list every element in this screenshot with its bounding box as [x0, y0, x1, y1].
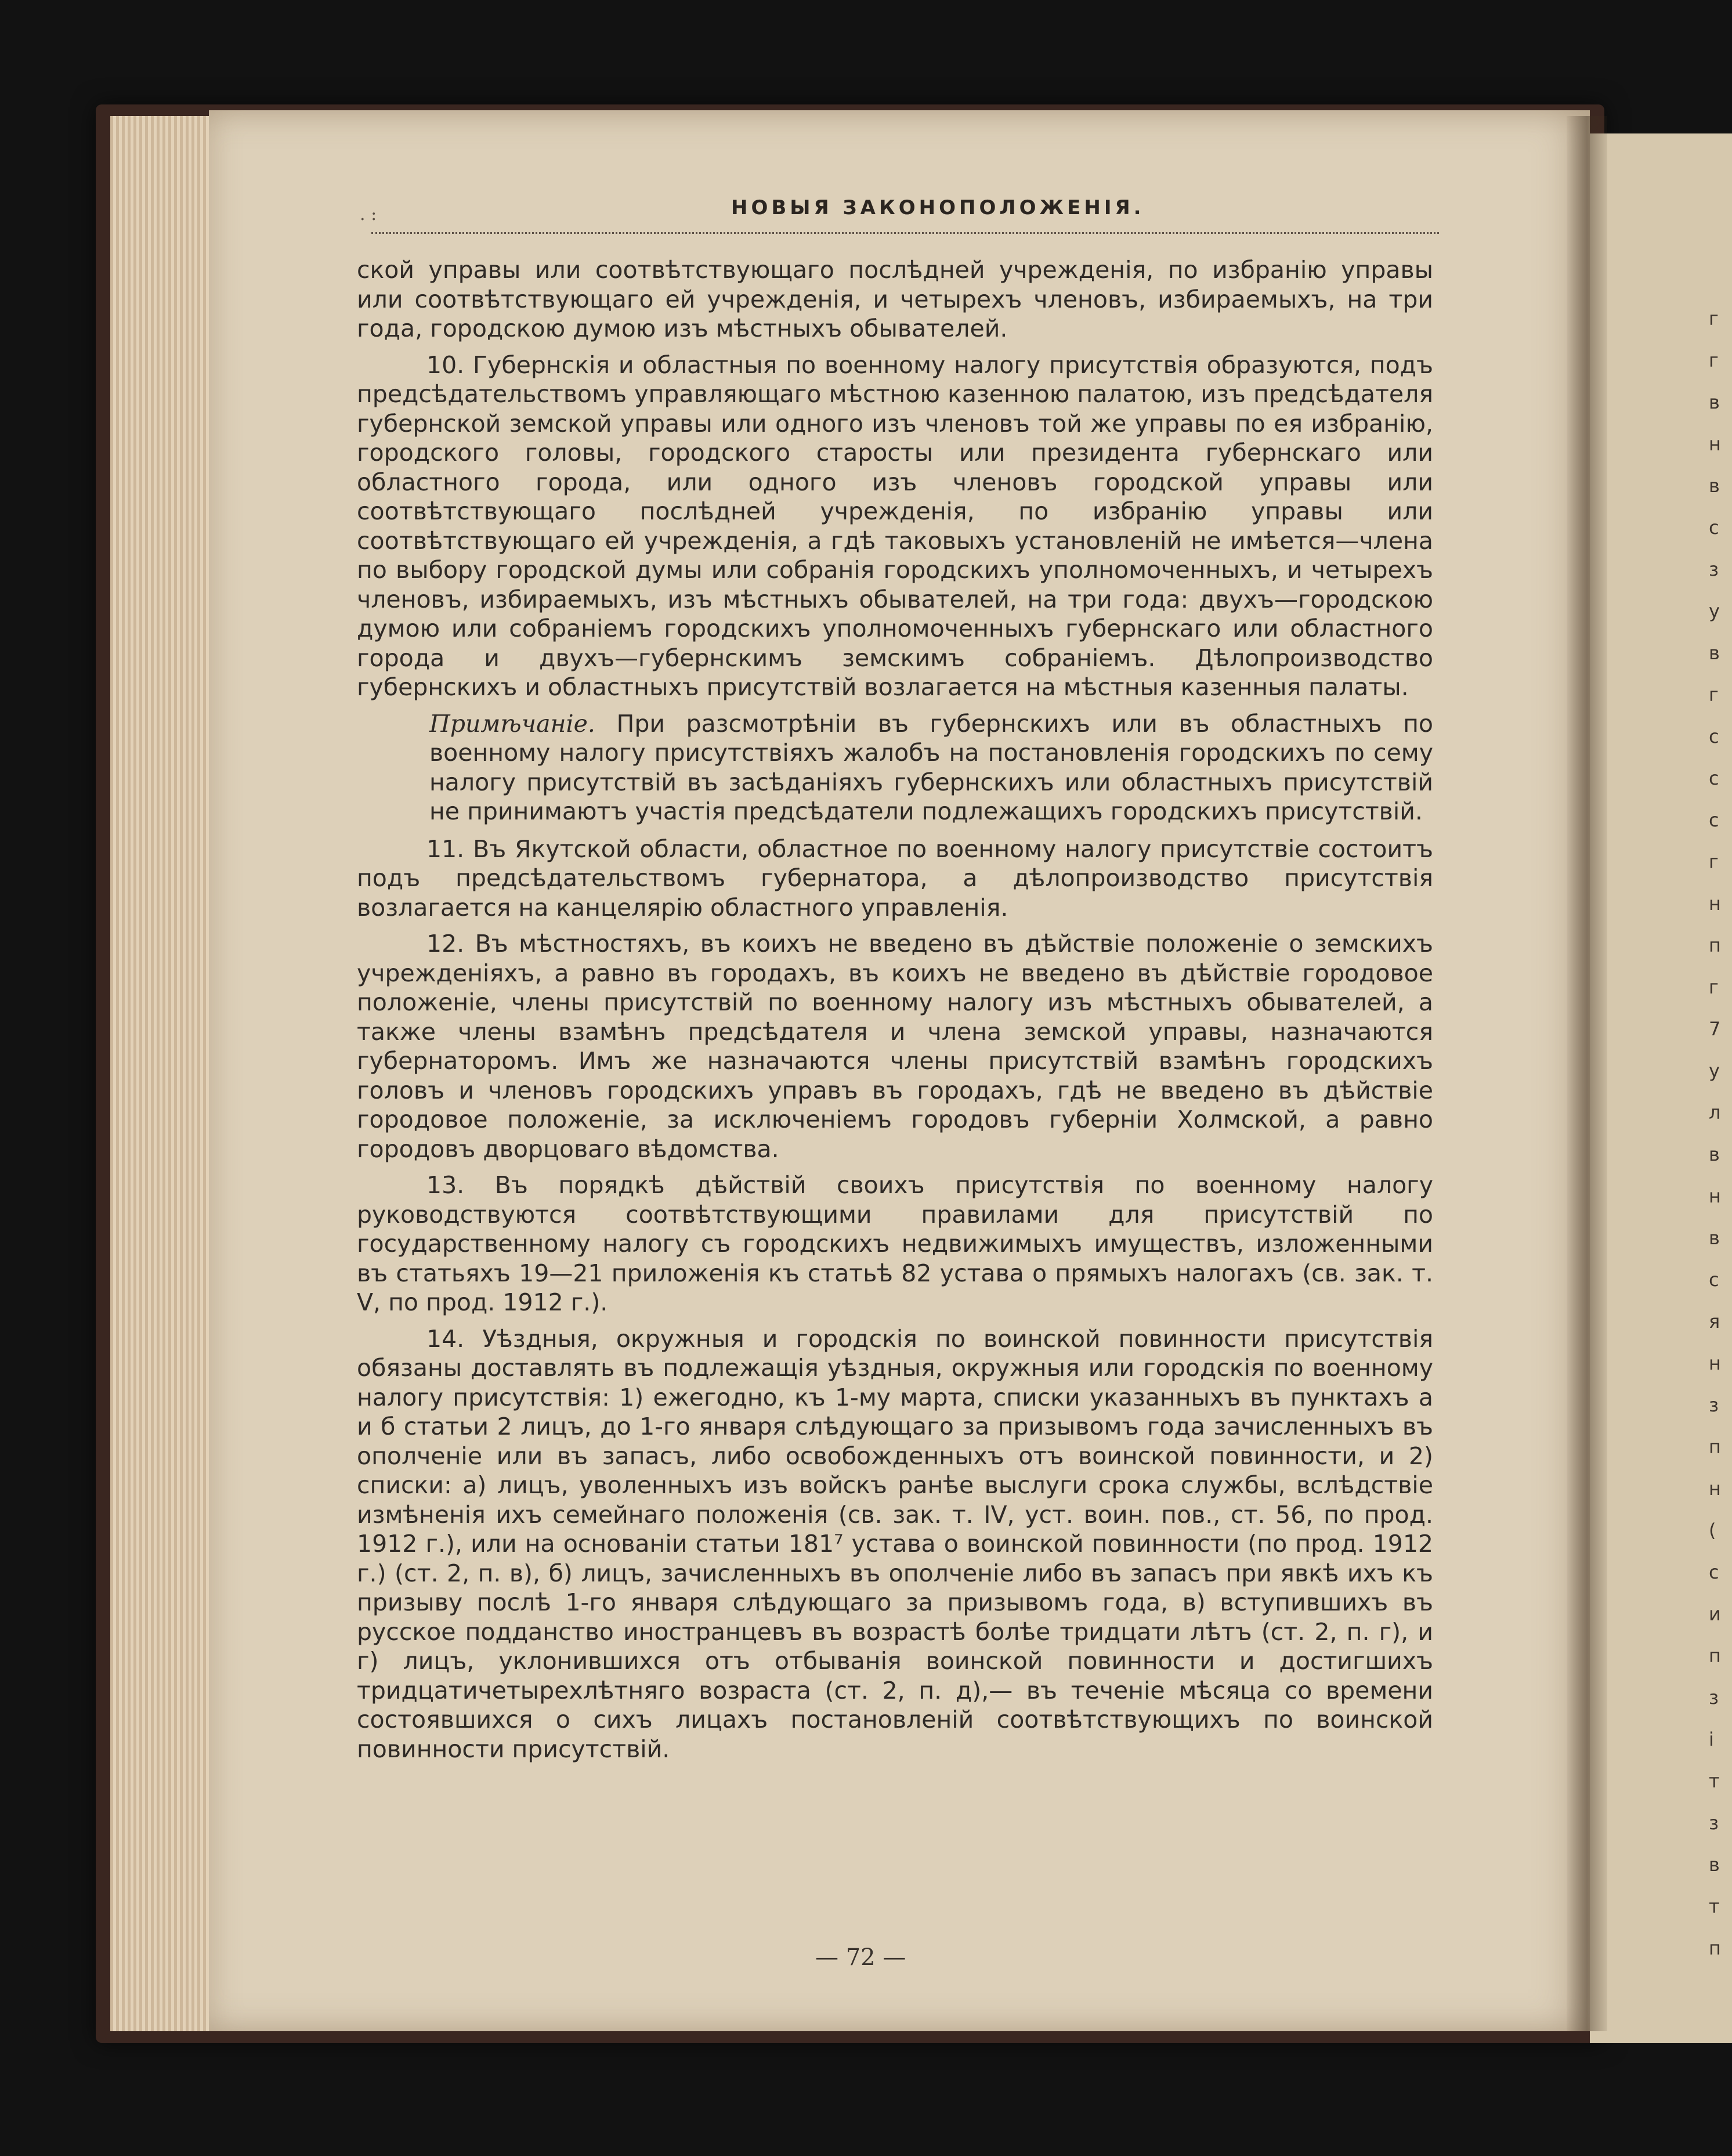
facing-page-letter: с [1709, 1561, 1719, 1583]
facing-page-letter: н [1709, 433, 1721, 455]
facing-page-letter: с [1709, 809, 1719, 831]
facing-page-letter: т [1709, 1895, 1720, 1917]
facing-page-letter: ( [1709, 1519, 1716, 1541]
facing-page-letter: з [1709, 558, 1719, 580]
article-12: 12. Въ мѣстностяхъ, въ коихъ не введено въ дѣйствіе положеніе о земскихъ учрежденіяхъ, а равно въ городахъ, въ коихъ не введено въ дѣйствіе городовое положеніе, члены присутствій по военному налогу изъ мѣстныхъ обывателей, а также члены взамѣнъ предсѣдателя и члена земской управы, назначаются губернаторомъ. Имъ же назначаются члены присутствій взамѣнъ городскихъ головъ и членовъ городскихъ управъ въ городахъ, гдѣ не введено въ дѣйствіе городовое положеніе, за исключеніемъ городовъ губерніи Холмской, а равно городовъ дворцоваго вѣдомства. [357, 930, 1433, 1163]
facing-page-letter: в [1709, 475, 1720, 497]
facing-page-letter: г [1709, 308, 1719, 330]
facing-page-letter: п [1709, 1937, 1721, 1959]
book-gutter [1567, 116, 1607, 2031]
facing-page-letter: п [1709, 1645, 1721, 1667]
facing-page-letter: г [1709, 349, 1719, 371]
facing-page-letter: и [1709, 1603, 1721, 1625]
head-marks: . : [360, 204, 377, 225]
facing-page-letter: н [1709, 1352, 1721, 1374]
facing-page-letter: с [1709, 1269, 1719, 1291]
facing-page-letter: п [1709, 1436, 1721, 1458]
facing-page-letter: н [1709, 1185, 1721, 1207]
facing-page-letter: н [1709, 1478, 1721, 1500]
facing-page-letter: у [1709, 600, 1720, 622]
article-11: 11. Въ Якутской области, областное по военному налогу присутствіе состоитъ подъ предсѣдательствомъ губернатора, а дѣлопроизводство присутствія возлагается на канцелярію областного управленія. [357, 835, 1433, 922]
facing-page-letter: я [1709, 1310, 1720, 1332]
page-body [357, 255, 1433, 1771]
facing-page-letter: л [1709, 1102, 1721, 1124]
facing-page-letter: с [1709, 517, 1719, 539]
facing-page-fragment [1590, 133, 1732, 2043]
facing-page-letter: в [1709, 391, 1720, 413]
article-13: 13. Въ порядкѣ дѣйствій своихъ присутствія по военному налогу руководствуются соотвѣтствующими правилами для присутствій по государственному налогу съ городскихъ недвижимыхъ имуществъ, изложенными въ статьяхъ 19—21 приложенія къ статьѣ 82 устава о прямыхъ налогахъ (св. зак. т. V, по прод. 1912 г.). [357, 1171, 1433, 1316]
article-10: 10. Губернскія и областныя по военному налогу присутствія образуются, подъ предсѣдательствомъ управляющаго мѣстною казенною палатою, изъ предсѣдателя губернской земской управы или одного изъ членовъ той же управы по ея избранію, городского головы, городского старосты или президента губернскаго или областного города, или одного изъ членовъ городской управы или соотвѣтствующаго послѣдней учрежденія, по избранію управы или соотвѣтствующаго ей учрежденія, а гдѣ таковыхъ установленій не имѣется—члена по выбору городской думы или собранія городскихъ уполномоченныхъ, и четырехъ членовъ, избираемыхъ, изъ мѣстныхъ обывателей, на три года: двухъ—городскою думою или собраніемъ городскихъ уполномоченныхъ губернскаго или областного города и двухъ—губернскимъ земскимъ собраніемъ. Дѣлопроизводство губернскихъ и областныхъ присутствій возлагается на мѣстныя казенныя палаты. [357, 351, 1433, 701]
facing-page-letter: в [1709, 1227, 1720, 1249]
page-number: — 72 — [815, 1944, 906, 1971]
facing-page-letter: в [1709, 1143, 1720, 1165]
note-label: Примѣчаніе. [429, 709, 595, 738]
facing-page-letter: т [1709, 1770, 1720, 1792]
facing-page-letter: і [1709, 1728, 1714, 1750]
facing-page-letter: г [1709, 851, 1719, 873]
note-text: При разсмотрѣніи въ губернскихъ или въ областныхъ по военному налогу присутствіяхъ жалобъ на постановленія городскихъ по сему налогу присутствій въ засѣданіяхъ губернскихъ или областныхъ присутствій не принимаютъ участія предсѣдатели подлежащихъ городскихъ присутствій. [429, 709, 1433, 825]
facing-page-letter: п [1709, 934, 1721, 956]
head-rule [371, 232, 1439, 234]
facing-page-letter: г [1709, 684, 1719, 706]
facing-page-letter: 7 [1709, 1018, 1721, 1040]
note-block [429, 709, 1433, 826]
running-head: НОВЫЯ ЗАКОНОПОЛОЖЕНІЯ. [731, 196, 1145, 219]
facing-page-letter: н [1709, 893, 1721, 915]
facing-page-letter: з [1709, 1812, 1719, 1834]
facing-page-letter: в [1709, 1854, 1720, 1876]
article-14: 14. Уѣздныя, окружныя и городскія по воинской повинности присутствія обязаны доставлять въ подлежащія уѣздныя, окружныя или городскія по военному налогу присутствія: 1) ежегодно, къ 1-му марта, списки указанныхъ въ пунктахъ а и б статьи 2 лицъ, до 1-го января слѣдующаго за призывомъ года зачисленныхъ въ ополченіе или въ запасъ, либо освобожденныхъ отъ воинской повинности, и 2) списки: а) лицъ, уволенныхъ изъ войскъ ранѣе выслуги срока службы, вслѣдствіе измѣненія ихъ семейнаго положенія (св. зак. т. IV, уст. воин. пов., ст. 56, по прод. 1912 г.), или на основаніи статьи 181⁷ устава о воинской повинности (по прод. 1912 г.) (ст. 2, п. в), б) лицъ, зачисленныхъ въ ополченіе либо въ запасъ при явкѣ ихъ къ призыву послѣ 1-го января слѣдующаго за призывомъ года, в) вступившихъ въ русское подданство иностранцевъ въ возрастѣ болѣе тридцати лѣтъ (ст. 2, п. г), и г) лицъ, уклонившихся отъ отбыванія воинской повинности и достигшихъ тридцатичетырехлѣтняго возраста (ст. 2, п. д),— въ теченіе мѣсяца со времени состоявшихся о сихъ лицахъ постановленій соотвѣтствующихъ по воинской повинности присутствій. [357, 1324, 1433, 1763]
facing-page-letter: в [1709, 642, 1720, 664]
facing-page-letter: г [1709, 976, 1719, 998]
paragraph-continuation: ской управы или соотвѣтствующаго послѣдней учрежденія, по избранію управы или соотвѣтствующаго ей учрежденія, и четырехъ членовъ, избираемыхъ, на три года, городскою думою изъ мѣстныхъ обывателей. [357, 256, 1433, 342]
page-block-edge [110, 116, 220, 2031]
facing-page-letter: з [1709, 1686, 1719, 1709]
facing-page-letter: у [1709, 1060, 1720, 1082]
facing-page-letter: с [1709, 767, 1719, 789]
facing-page-letter: з [1709, 1394, 1719, 1416]
facing-page-letter: с [1709, 725, 1719, 747]
